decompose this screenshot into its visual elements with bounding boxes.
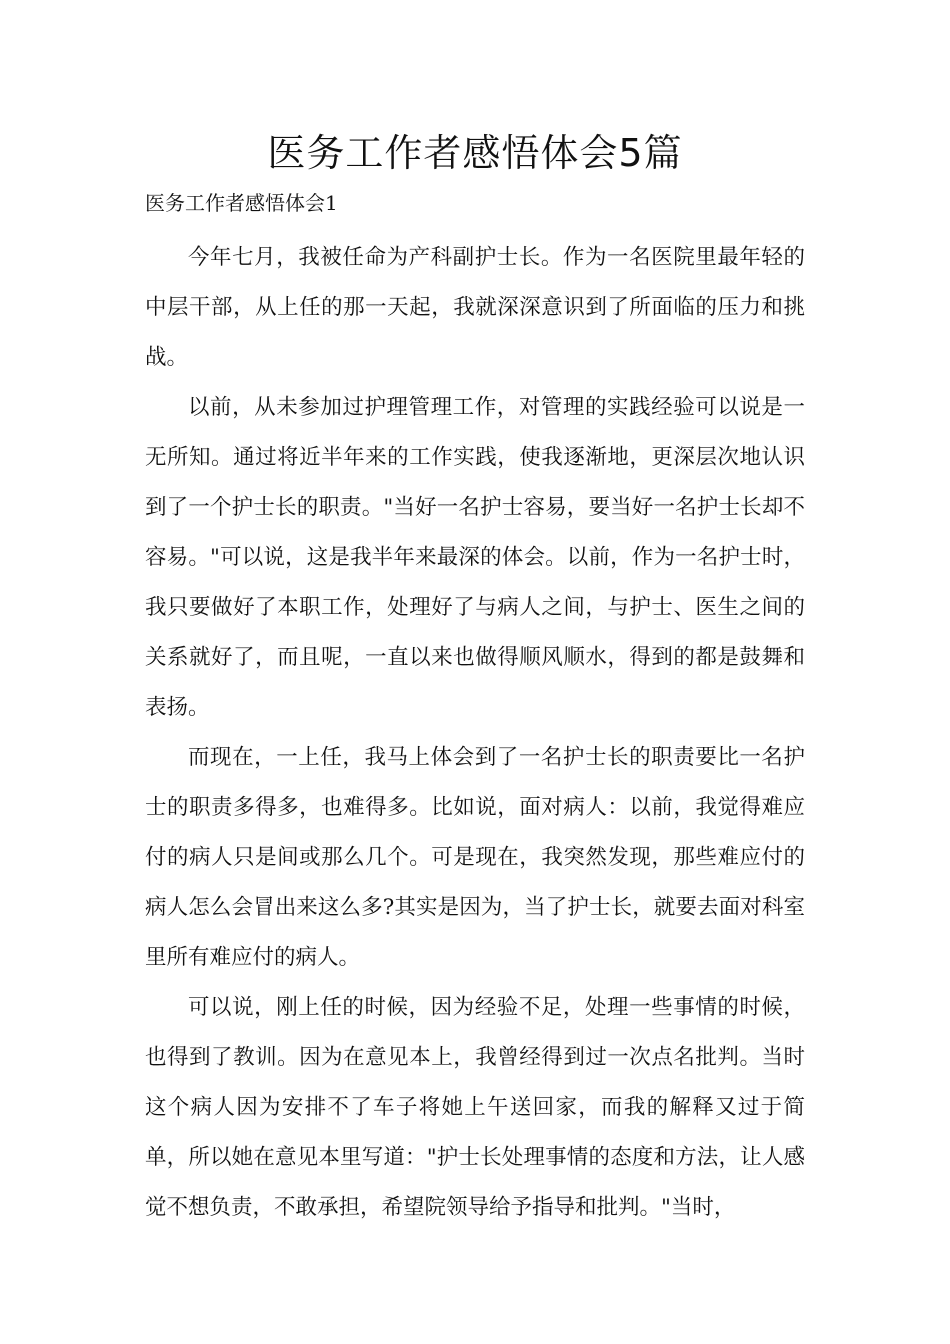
document-title: 医务工作者感悟体会5篇 bbox=[267, 131, 683, 175]
section-heading: 医务工作者感悟体会1 bbox=[145, 191, 338, 215]
paragraph: 可以说，刚上任的时候，因为经验不足，处理一些事情的时候，也得到了教训。因为在意见本上，我曾经得到过一次点名批判。当时这个病人因为安排不了车子将她上午送回家，而我的解释又过于简单，所以她在意见本里写道："护士长处理事情的态度和方法，让人感觉不想负责，不敢承担，希望院领导给予指导和批判。"当时， bbox=[145, 995, 805, 1220]
paragraph: 而现在，一上任，我马上体会到了一名护士长的职责要比一名护士的职责多得多，也难得多。比如说，面对病人：以前，我觉得难应付的病人只是间或那么几个。可是现在，我突然发现，那些难应付的病人怎么会冒出来这么多?其实是因为，当了护士长，就要去面对科室里所有难应付的病人。 bbox=[145, 745, 805, 970]
document-body bbox=[145, 233, 805, 1233]
paragraph: 以前，从未参加过护理管理工作，对管理的实践经验可以说是一无所知。通过将近半年来的工作实践，使我逐渐地，更深层次地认识到了一个护士长的职责。"当好一名护士容易，要当好一名护士长却不容易。"可以说，这是我半年来最深的体会。以前，作为一名护士时，我只要做好了本职工作，处理好了与病人之间，与护士、医生之间的关系就好了，而且呢，一直以来也做得顺风顺水，得到的都是鼓舞和表扬。 bbox=[145, 395, 805, 720]
paragraph: 今年七月，我被任命为产科副护士长。作为一名医院里最年轻的中层干部，从上任的那一天起，我就深深意识到了所面临的压力和挑战。 bbox=[145, 245, 805, 370]
